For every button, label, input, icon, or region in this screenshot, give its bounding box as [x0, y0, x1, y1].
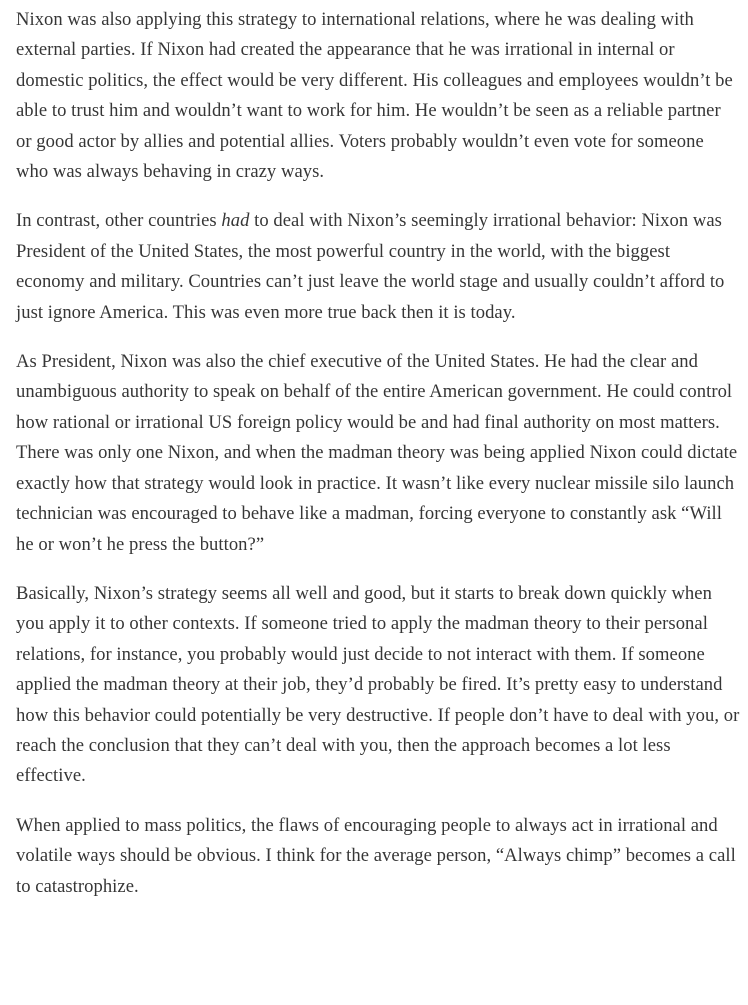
paragraph-4: Basically, Nixon’s strategy seems all well and good, but it starts to break down quickly when you apply it to other contexts. If someone tried to apply the madman theory to their personal relations, for instance, you probably would just decide to not interact with them. If someone applied the madman theory at their job, they’d probably be fired. It’s pretty easy to understand how this behavior could potentially be very destructive. If people don’t have to deal with you, or reach the conclusion that they can’t deal with you, then the approach becomes a lot less effective.	[16, 582, 740, 787]
paragraph-5: When applied to mass politics, the flaws of encouraging people to always act in irrational and volatile ways should be obvious. I think for the average person, “Always chimp” becomes a call to catastrophize.	[16, 814, 736, 897]
paragraph-2-emphasis: had	[221, 210, 250, 232]
paragraph-2	[16, 206, 740, 328]
paragraph-1: Nixon was also applying this strategy to international relations, where he was dealing with external parties. If Nixon had created the appearance that he was irrational in internal or domestic politics, the effect would be very different. His colleagues and employees wouldn’t be able to trust him and wouldn’t want to work for him. He wouldn’t be seen as a reliable partner or good actor by allies and potential allies. Voters probably wouldn’t even vote for someone who was always behaving in crazy ways.	[16, 9, 733, 183]
paragraph-3: As President, Nixon was also the chief executive of the United States. He had the clear and unambiguous authority to speak on behalf of the entire American government. He could control how rational or irrational US foreign policy would be and had final authority on most matters. There was only one Nixon, and when the madman theory was being applied Nixon could dictate exactly how that strategy would look in practice. It wasn’t like every nuclear missile silo launch technician was encouraged to behave like a madman, forcing everyone to constantly ask “Will he or won’t he press the button?”	[16, 351, 738, 555]
paragraph-2-lead: In contrast, other countries	[16, 210, 222, 232]
paragraph-2-rest: to deal with Nixon’s seemingly irrational behavior: Nixon was President of the United States, the most powerful country in the world, with the biggest economy and military. Countries can’t just leave the world stage and usually couldn’t afford to just ignore America. This was even more true back then it is today.	[16, 210, 725, 323]
